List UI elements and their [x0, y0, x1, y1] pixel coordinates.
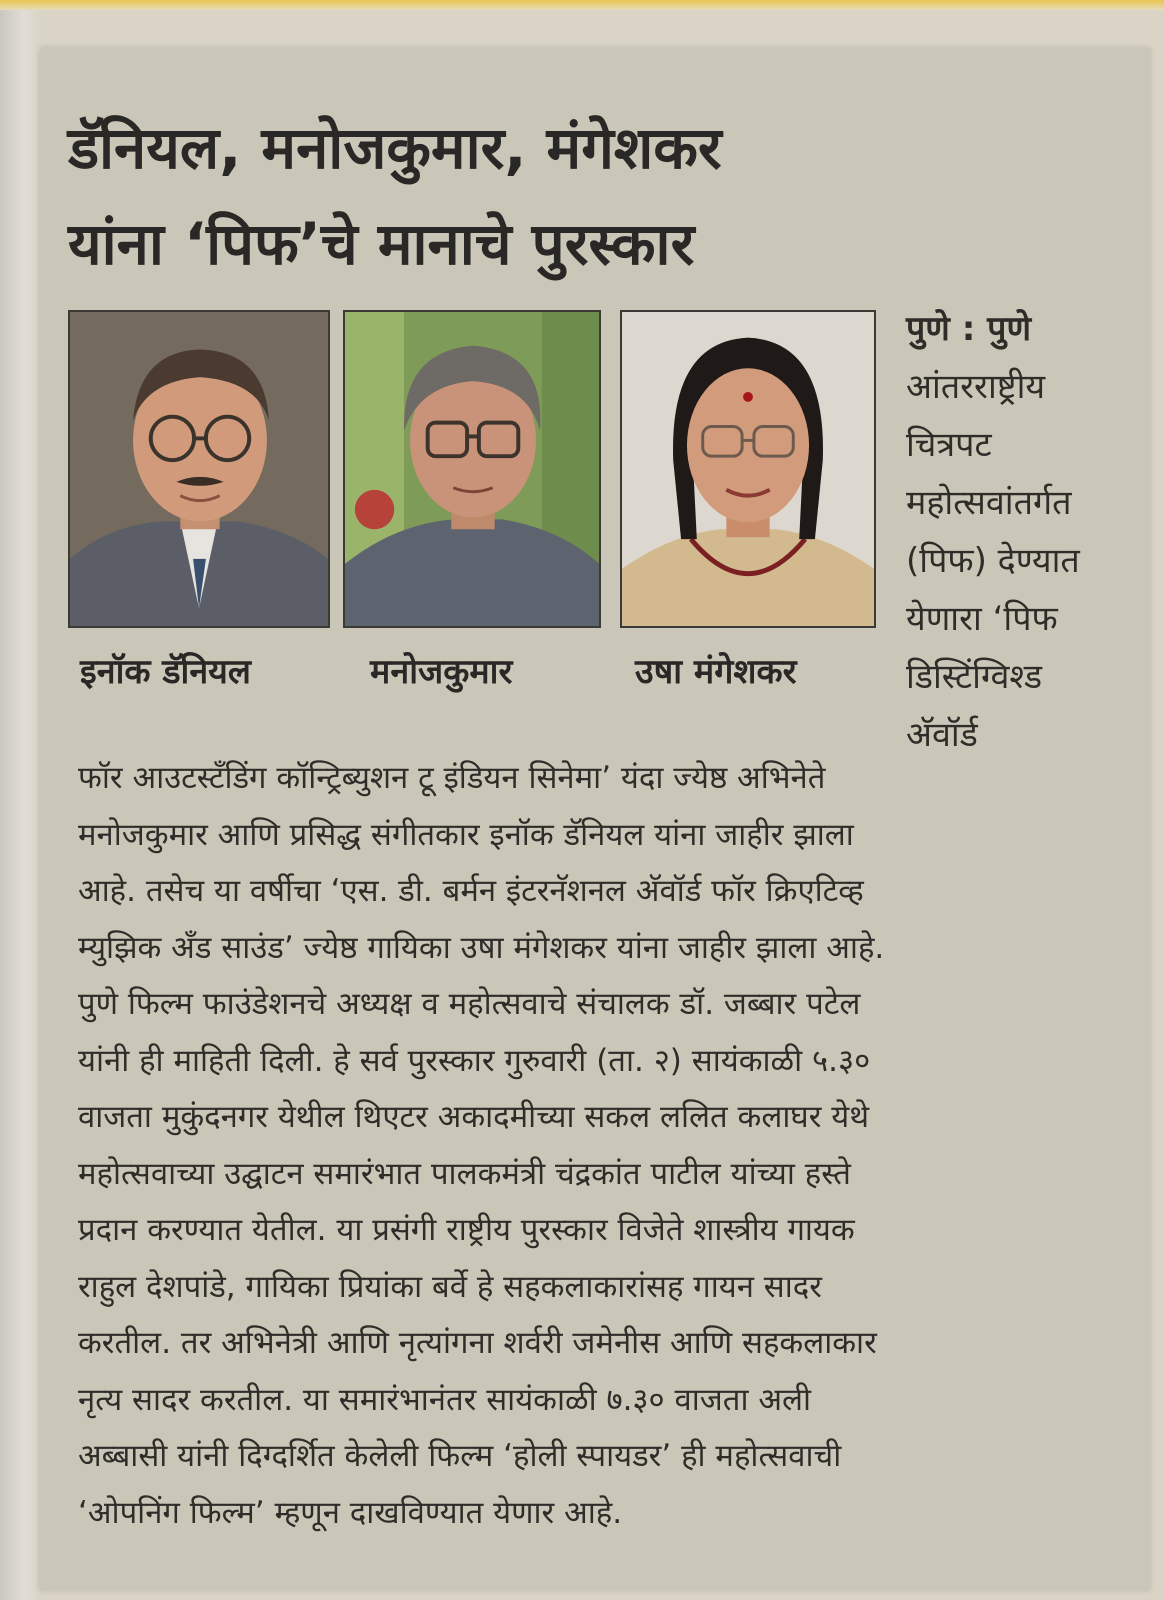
photo-usha-mangeshkar: [620, 310, 876, 628]
article-text-line: आंतरराष्ट्रीय: [906, 367, 1046, 407]
article-text-line: म्युझिक अँड साउंड’ ज्येष्ठ गायिका उषा मंगेशकर यांना जाहीर झाला आहे.: [78, 929, 885, 966]
portrait-photo-3: [622, 312, 874, 626]
headline-line-1: डॅनियल, मनोजकुमार, मंगेशकर: [68, 114, 722, 182]
page-edge-top: [0, 0, 1164, 10]
photo-caption: इनॉक डॅनियल: [80, 652, 251, 692]
dateline: पुणे : पुणे: [906, 309, 1032, 349]
article-text-line: आहे. तसेच या वर्षीचा ‘एस. डी. बर्मन इंटरनॅशनल अ‍ॅवॉर्ड फॉर क्रिएटिव्ह: [78, 873, 864, 909]
article-side-column: [906, 300, 1146, 764]
photo-caption: उषा मंगेशकर: [635, 652, 797, 692]
article-text-line: नृत्य सादर करतील. या समारंभानंतर सायंकाळी ७.३० वाजता अली: [78, 1381, 812, 1418]
photo-enoch-daniel: [68, 310, 330, 628]
article-text-line: प्रदान करण्यात येतील. या प्रसंगी राष्ट्रीय पुरस्कार विजेते शास्त्रीय गायक: [78, 1212, 855, 1248]
article-text-line: मनोजकुमार आणि प्रसिद्ध संगीतकार इनॉक डॅनियल यांना जाहीर झाला: [78, 816, 854, 853]
page-edge: [0, 0, 40, 1600]
article-text-line: येणारा ‘पिफ: [906, 599, 1058, 639]
article-body: [78, 750, 1118, 1541]
portrait-photo-1: [70, 312, 328, 626]
article-text-line: (पिफ) देण्यात: [906, 541, 1080, 581]
article-text-line: पुणे फिल्म फाउंडेशनचे अध्यक्ष व महोत्सवाचे संचालक डॉ. जब्बार पटेल: [78, 986, 861, 1022]
article-text-line: चित्रपट: [906, 425, 992, 465]
article-text-line: महोत्सवांतर्गत: [906, 483, 1072, 523]
photo-caption: मनोजकुमार: [370, 652, 513, 692]
article-text-line: करतील. तर अभिनेत्री आणि नृत्यांगना शर्वरी जमेनीस आणि सहकलाकार: [78, 1325, 877, 1361]
article-text-line: वाजता मुकुंदनगर येथील थिएटर अकादमीच्या सकल ललित कलाघर येथे: [78, 1099, 870, 1135]
article-text-line: डिस्टिंग्विश्ड: [906, 657, 1043, 697]
photo-manojkumar: [343, 310, 601, 628]
article-text-line: अ‍ॅवॉर्ड: [906, 715, 978, 755]
article-text-line: अब्बासी यांनी दिग्दर्शित केलेली फिल्म ‘होली स्पायडर’ ही महोत्सवाची: [78, 1438, 842, 1474]
article-text-line: फॉर आउटस्टँडिंग कॉन्ट्रिब्युशन टू इंडियन सिनेमा’ यंदा ज्येष्ठ अभिनेते: [78, 760, 826, 796]
portrait-photo-2: [345, 312, 599, 626]
headline: [68, 100, 888, 292]
headline-line-2: यांना ‘पिफ’चे मानाचे पुरस्कार: [68, 210, 695, 278]
article-text-line: ‘ओपनिंग फिल्म’ म्हणून दाखविण्यात येणार आहे.: [78, 1494, 623, 1531]
article-text-line: राहुल देशपांडे, गायिका प्रियांका बर्वे हे सहकलाकारांसह गायन सादर: [78, 1268, 822, 1305]
article-text-line: यांनी ही माहिती दिली. हे सर्व पुरस्कार गुरुवारी (ता. २) सायंकाळी ५.३०: [78, 1042, 871, 1079]
article-text-line: महोत्सवाच्या उद्घाटन समारंभात पालकमंत्री चंद्रकांत पाटील यांच्या हस्ते: [78, 1155, 851, 1192]
